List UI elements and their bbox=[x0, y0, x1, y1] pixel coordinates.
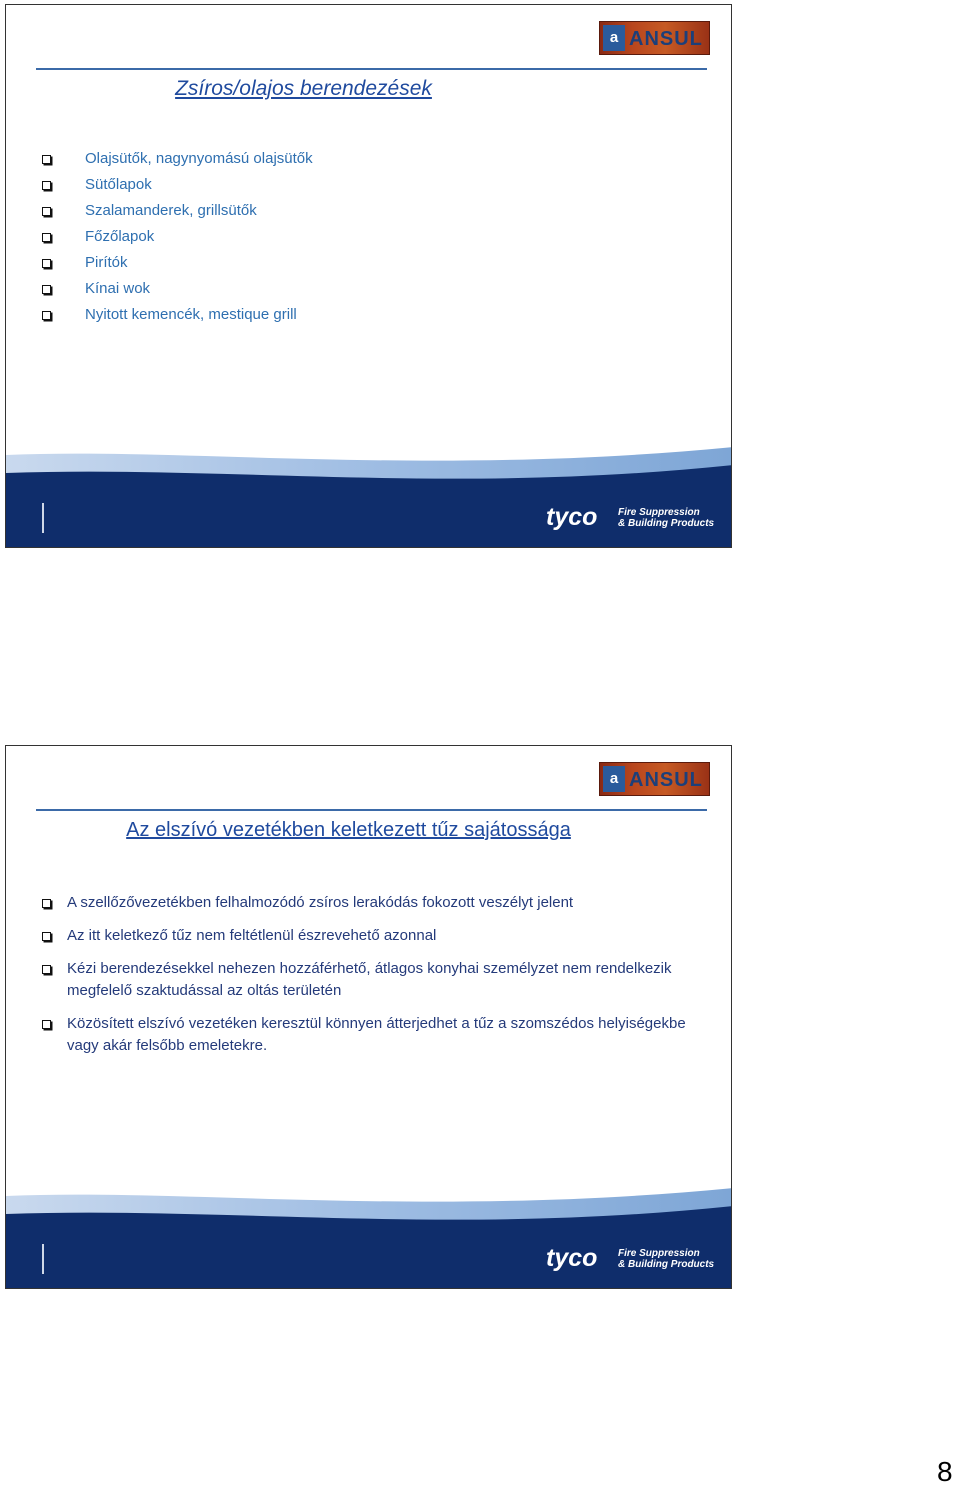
checkbox-bullet-icon bbox=[42, 965, 51, 974]
list-item-text: Kínai wok bbox=[85, 280, 151, 297]
slide-title: Az elszívó vezetékben keletkezett tűz sajátossága bbox=[126, 819, 571, 841]
slide-footer bbox=[6, 1188, 731, 1288]
list-item bbox=[42, 276, 313, 302]
list-item-text: Nyitott kemencék, mestique grill bbox=[85, 306, 297, 323]
tagline-line-2: & Building Products bbox=[618, 1259, 715, 1270]
list-item bbox=[42, 250, 313, 276]
bullet-list bbox=[42, 892, 692, 1068]
slide-2 bbox=[5, 745, 732, 1289]
checkbox-bullet-icon bbox=[42, 181, 51, 190]
list-item-text: Kézi berendezésekkel nehezen hozzáférhető, átlagos konyhai személyzet nem rendelkezik megfelelő szaktudással az oltás területén bbox=[67, 960, 672, 999]
footer-separator bbox=[42, 1244, 44, 1274]
ansul-logo-mark: a bbox=[603, 766, 625, 792]
list-item-text: Sütőlapok bbox=[85, 176, 152, 193]
checkbox-bullet-icon bbox=[42, 1020, 51, 1029]
list-item bbox=[42, 892, 692, 914]
tagline-line-1: Fire Suppression bbox=[618, 507, 700, 518]
list-item bbox=[42, 925, 692, 947]
checkbox-bullet-icon bbox=[42, 207, 51, 216]
tyco-logo: tyco bbox=[546, 503, 598, 531]
tyco-logo: tyco bbox=[546, 1244, 598, 1272]
list-item-text: A szellőzővezetékben felhalmozódó zsíros lerakódás fokozott veszélyt jelent bbox=[67, 894, 574, 911]
footer-swoosh bbox=[6, 447, 732, 547]
list-item bbox=[42, 224, 313, 250]
list-item bbox=[42, 172, 313, 198]
list-item-text: Pirítók bbox=[85, 254, 128, 271]
list-item bbox=[42, 958, 692, 1002]
footer-swoosh bbox=[6, 1188, 732, 1288]
header-rule bbox=[36, 68, 707, 70]
list-item-text: Az itt keletkező tűz nem feltétlenül észrevehető azonnal bbox=[67, 927, 437, 944]
checkbox-bullet-icon bbox=[42, 155, 51, 164]
tagline-line-1: Fire Suppression bbox=[618, 1248, 700, 1259]
checkbox-bullet-icon bbox=[42, 932, 51, 941]
checkbox-bullet-icon bbox=[42, 233, 51, 242]
list-item-text: Olajsütők, nagynyomású olajsütők bbox=[85, 150, 313, 167]
header-rule bbox=[36, 809, 707, 811]
ansul-logo-text: ANSUL bbox=[629, 28, 703, 50]
ansul-logo-text: ANSUL bbox=[629, 769, 703, 791]
slide-1 bbox=[5, 4, 732, 548]
ansul-logo bbox=[599, 21, 710, 55]
checkbox-bullet-icon bbox=[42, 311, 51, 320]
checkbox-bullet-icon bbox=[42, 899, 51, 908]
list-item bbox=[42, 198, 313, 224]
list-item-text: Főzőlapok bbox=[85, 228, 155, 245]
bullet-list bbox=[42, 146, 313, 328]
ansul-logo bbox=[599, 762, 710, 796]
slide-footer bbox=[6, 447, 731, 547]
list-item-text: Közösített elszívó vezetéken keresztül könnyen átterjedhet a tűz a szomszédos helyiségekbe vagy akár felsőbb emeletekre. bbox=[67, 1015, 686, 1054]
list-item bbox=[42, 1013, 692, 1057]
list-item bbox=[42, 302, 313, 328]
ansul-logo-mark: a bbox=[603, 25, 625, 51]
list-item bbox=[42, 146, 313, 172]
tagline-line-2: & Building Products bbox=[618, 518, 715, 529]
footer-separator bbox=[42, 503, 44, 533]
list-item-text: Szalamanderek, grillsütők bbox=[85, 202, 257, 219]
page-number: 8 bbox=[937, 1456, 953, 1487]
checkbox-bullet-icon bbox=[42, 259, 51, 268]
tyco-tagline bbox=[618, 507, 714, 529]
checkbox-bullet-icon bbox=[42, 285, 51, 294]
slide-title: Zsíros/olajos berendezések bbox=[175, 77, 432, 100]
tyco-tagline bbox=[618, 1248, 714, 1270]
